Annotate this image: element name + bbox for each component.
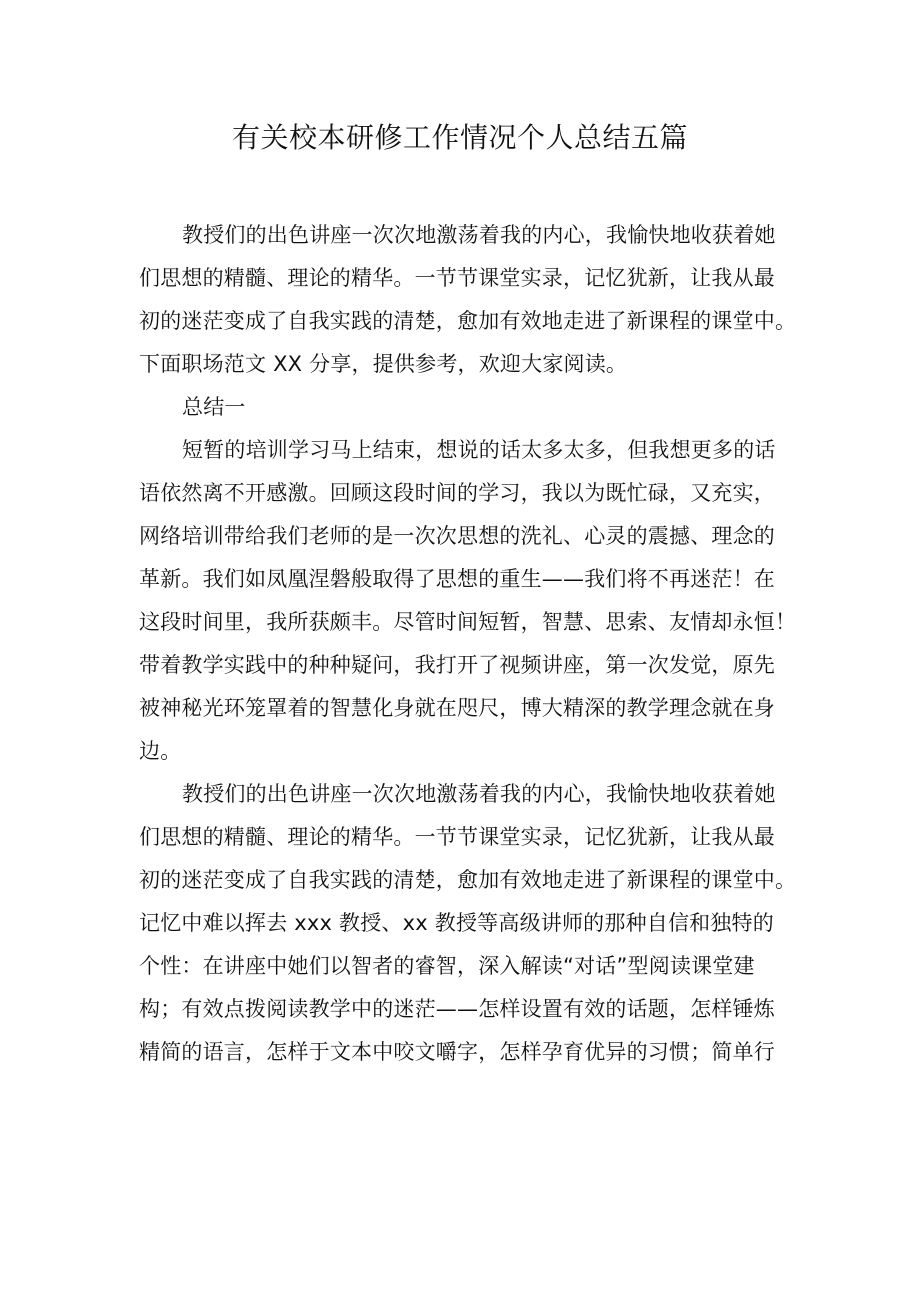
paragraph-line: 构；有效点拨阅读教学中的迷茫——怎样设置有效的话题，怎样锤炼 [139,997,775,1021]
paragraph-line: 个性：在讲座中她们以智者的睿智，深入解读“对话”型阅读课堂建 [139,954,755,978]
paragraph-line: 们思想的精髓、理论的精华。一节节课堂实录，记忆犹新，让我从最 [139,266,775,290]
paragraph-line: 短暂的培训学习马上结束，想说的话太多太多，但我想更多的话 [182,438,776,462]
paragraph-line: 初的迷茫变成了自我实践的清楚，愈加有效地走进了新课程的课堂中。 [139,868,797,892]
paragraph-line: 带着教学实践中的种种疑问，我打开了视频讲座，第一次发觉，原先 [139,653,775,677]
paragraph-line: 精简的语言，怎样于文本中咬文嚼字，怎样孕育优异的习惯；简单行 [139,1040,775,1064]
paragraph-line: 革新。我们如凤凰涅磐般取得了思想的重生——我们将不再迷茫！在 [139,567,775,591]
paragraph-line: 边。 [139,739,182,763]
paragraph-line: 教授们的出色讲座一次次地激荡着我的内心，我愉快地收获着她 [182,223,776,247]
paragraph-line: 初的迷茫变成了自我实践的清楚，愈加有效地走进了新课程的课堂中。 [139,309,797,333]
paragraph-line: 们思想的精髓、理论的精华。一节节课堂实录，记忆犹新，让我从最 [139,825,775,849]
paragraph-line: 被神秘光环笼罩着的智慧化身就在咫尺，博大精深的教学理念就在身 [139,696,775,720]
paragraph-line: 这段时间里，我所获颇丰。尽管时间短暂，智慧、思索、友情却永恒！ [139,610,797,634]
document-body [139,214,797,1074]
paragraph-line: 网络培训带给我们老师的是一次次思想的洗礼、心灵的震撼、理念的 [139,524,775,548]
paragraph-line: 下面职场范文 XX 分享，提供参考，欢迎大家阅读。 [139,352,628,376]
paragraph-line: 教授们的出色讲座一次次地激荡着我的内心，我愉快地收获着她 [182,782,776,806]
document-title: 有关校本研修工作情况个人总结五篇 [231,121,688,154]
section-heading: 总结一 [182,395,246,419]
paragraph-line: 语依然离不开感激。回顾这段时间的学习，我以为既忙碌，又充实， [139,481,775,505]
paragraph-line: 记忆中难以挥去 xxx 教授、xx 教授等高级讲师的那种自信和独特的 [139,911,774,935]
